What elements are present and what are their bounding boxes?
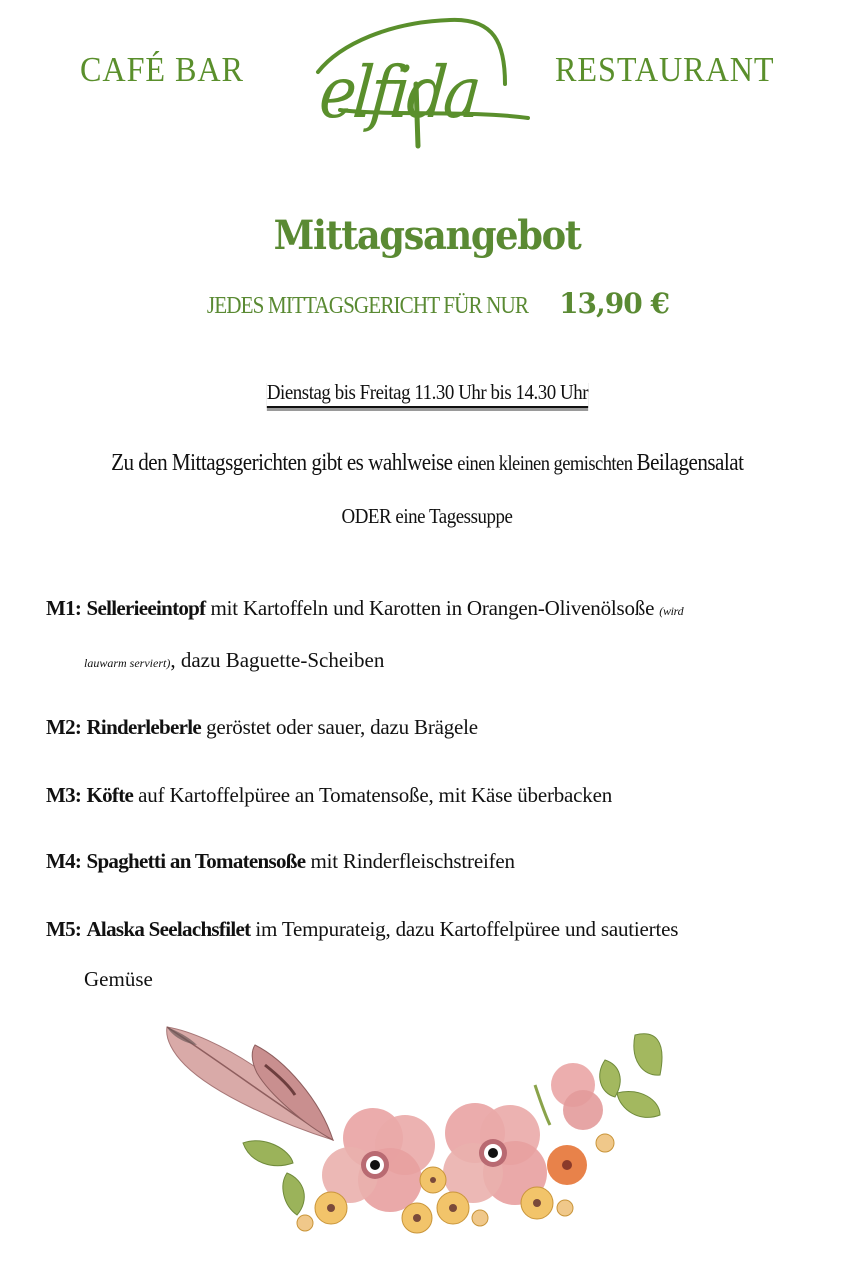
menu-item-m1 — [46, 596, 683, 621]
side-dish-note-line-2 — [0, 504, 854, 529]
page-title: Mittagsangebot — [273, 212, 581, 259]
note-part-1: Zu den Mittagsgerichten gibt es wahlweise — [110, 450, 458, 476]
menu-item-m3 — [46, 783, 612, 808]
menu-item-m2 — [46, 715, 478, 740]
menu-item-code: M3: — [46, 783, 82, 807]
floral-garland-illustration — [155, 1015, 680, 1245]
menu-item-description: mit Kartoffeln und Karotten in Orangen-Olivenölsoße — [205, 596, 660, 620]
menu-item-m1-continued — [84, 648, 384, 673]
menu-item-m4 — [46, 849, 515, 874]
price-label: 13,90 € — [559, 287, 669, 320]
menu-item-dish: Spaghetti an Tomatensoße — [86, 849, 306, 873]
note-part-3: Beilagensalat — [636, 450, 744, 476]
menu-item-description: geröstet oder sauer, dazu Brägele — [201, 715, 478, 739]
menu-item-description-cont: , dazu Baguette-Scheiben — [170, 648, 385, 672]
menu-item-code: M4: — [46, 849, 82, 873]
menu-item-description-cont: Gemüse — [84, 967, 153, 991]
pink-flower-icon — [551, 1063, 603, 1130]
flowers-feathers-icon — [155, 1015, 680, 1245]
menu-item-m5-continued — [84, 967, 153, 992]
menu-item-description: im Tempurateig, dazu Kartoffelpüree und sautiertes — [250, 917, 679, 941]
logo-restaurant-text: RESTAURANT — [555, 50, 775, 89]
menu-item-note-cont: lauwarm serviert) — [84, 656, 171, 670]
menu-item-m5 — [46, 917, 678, 942]
menu-item-dish: Sellerieeintopf — [86, 596, 206, 620]
subtitle-text: JEDES MITTAGSGERICHT FÜR NUR — [206, 293, 529, 319]
logo-name-elfida: elfida — [316, 50, 482, 135]
side-dish-note — [0, 450, 854, 477]
menu-item-dish: Köfte — [86, 783, 134, 807]
logo-script-wordmark — [300, 14, 540, 152]
note-part-2: einen kleinen gemischten — [457, 451, 637, 475]
menu-item-description: auf Kartoffelpüree an Tomatensoße, mit Käse überbacken — [133, 783, 613, 807]
logo-cafe-bar-text: CAFÉ BAR — [80, 50, 244, 89]
menu-item-note: (wird — [659, 604, 684, 618]
price-subtitle — [0, 287, 854, 320]
menu-item-description: mit Rinderfleischstreifen — [305, 849, 515, 873]
menu-item-code: M1: — [46, 596, 82, 620]
menu-item-dish: Rinderleberle — [86, 715, 202, 739]
opening-hours — [0, 380, 854, 408]
opening-hours-text: Dienstag bis Freitag 11.30 Uhr bis 14.30 Uhr — [266, 380, 587, 408]
restaurant-logo — [0, 0, 854, 160]
orange-flower-icon — [547, 1145, 587, 1185]
feather-icon — [167, 1027, 333, 1140]
menu-item-code: M5: — [46, 917, 82, 941]
menu-item-dish: Alaska Seelachsfilet — [86, 917, 251, 941]
note-line-2-text: ODER eine Tagessuppe — [341, 504, 513, 528]
menu-item-code: M2: — [46, 715, 82, 739]
